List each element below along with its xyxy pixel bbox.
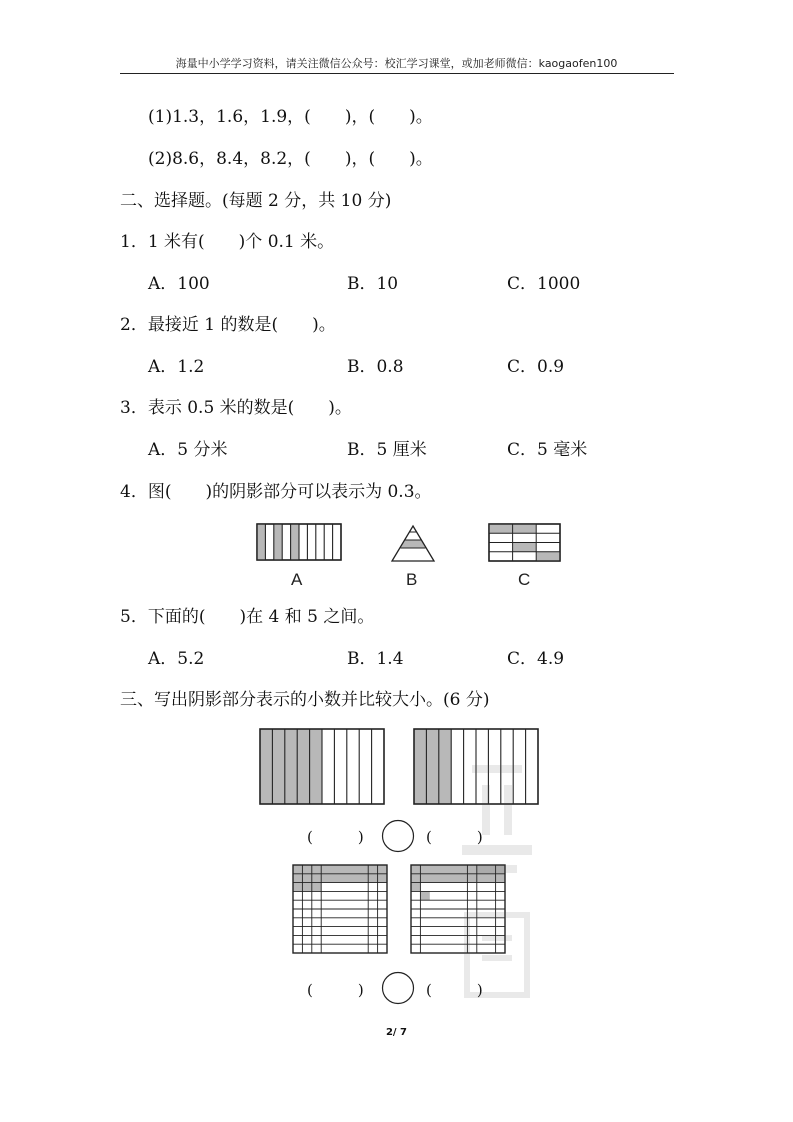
- question-1-stem: 1．1 米有( )个 0.1 米。: [120, 232, 335, 252]
- sequence-item-1: (1)1.3，1.6，1.9，( )，( )。: [148, 107, 433, 127]
- compare-figure-left-grid: [292, 864, 388, 954]
- q2-option-a: A．1.2: [148, 357, 205, 377]
- compare-row-1-right-blank[interactable]: ( ): [426, 828, 483, 846]
- q1-option-c: C．1000: [507, 274, 581, 294]
- sequence-item-2: (2)8.6，8.4，8.2，( )，( )。: [148, 149, 433, 169]
- question-3-stem: 3．表示 0.5 米的数是( )。: [120, 398, 352, 418]
- figure-a-label: A: [291, 570, 303, 589]
- question-4-stem: 4．图( )的阴影部分可以表示为 0.3。: [120, 482, 432, 502]
- figure-b-triangle: [390, 522, 436, 562]
- compare-row-1-circle[interactable]: [381, 819, 415, 853]
- q5-option-a: A．5.2: [148, 649, 205, 669]
- q5-option-b: B．1.4: [347, 649, 404, 669]
- question-2-stem: 2．最接近 1 的数是( )。: [120, 315, 336, 335]
- compare-row-2-right-blank[interactable]: ( ): [426, 981, 483, 999]
- figure-c-label: C: [518, 570, 531, 589]
- q1-option-b: B．10: [347, 274, 399, 294]
- q3-option-b: B．5 厘米: [347, 440, 427, 460]
- q2-option-c: C．0.9: [507, 357, 565, 377]
- q3-option-a: A．5 分米: [148, 440, 228, 460]
- watermark-seal-icon: [452, 755, 542, 1005]
- header-rule: [120, 73, 674, 74]
- q3-option-c: C．5 毫米: [507, 440, 588, 460]
- section2-title: 二、选择题。(每题 2 分，共 10 分): [120, 191, 392, 211]
- figure-b-label: B: [406, 570, 418, 589]
- figure-c-grid: [488, 523, 561, 562]
- compare-figure-left-strips: [259, 728, 385, 805]
- question-5-stem: 5．下面的( )在 4 和 5 之间。: [120, 607, 375, 627]
- q1-option-a: A．100: [148, 274, 210, 294]
- section3-title: 三、写出阴影部分表示的小数并比较大小。(6 分): [120, 690, 490, 710]
- q5-option-c: C．4.9: [507, 649, 565, 669]
- figure-a-strips: [256, 523, 342, 561]
- compare-row-2-circle[interactable]: [381, 971, 415, 1005]
- compare-row-1-left-blank[interactable]: ( ): [307, 828, 364, 846]
- q2-option-b: B．0.8: [347, 357, 404, 377]
- compare-row-2-left-blank[interactable]: ( ): [307, 981, 364, 999]
- page-header: 海量中小学学习资料，请关注微信公众号：校汇学习课堂，或加老师微信：kaogaofen100: [175, 57, 618, 70]
- page-number: 2/ 7: [385, 1027, 408, 1038]
